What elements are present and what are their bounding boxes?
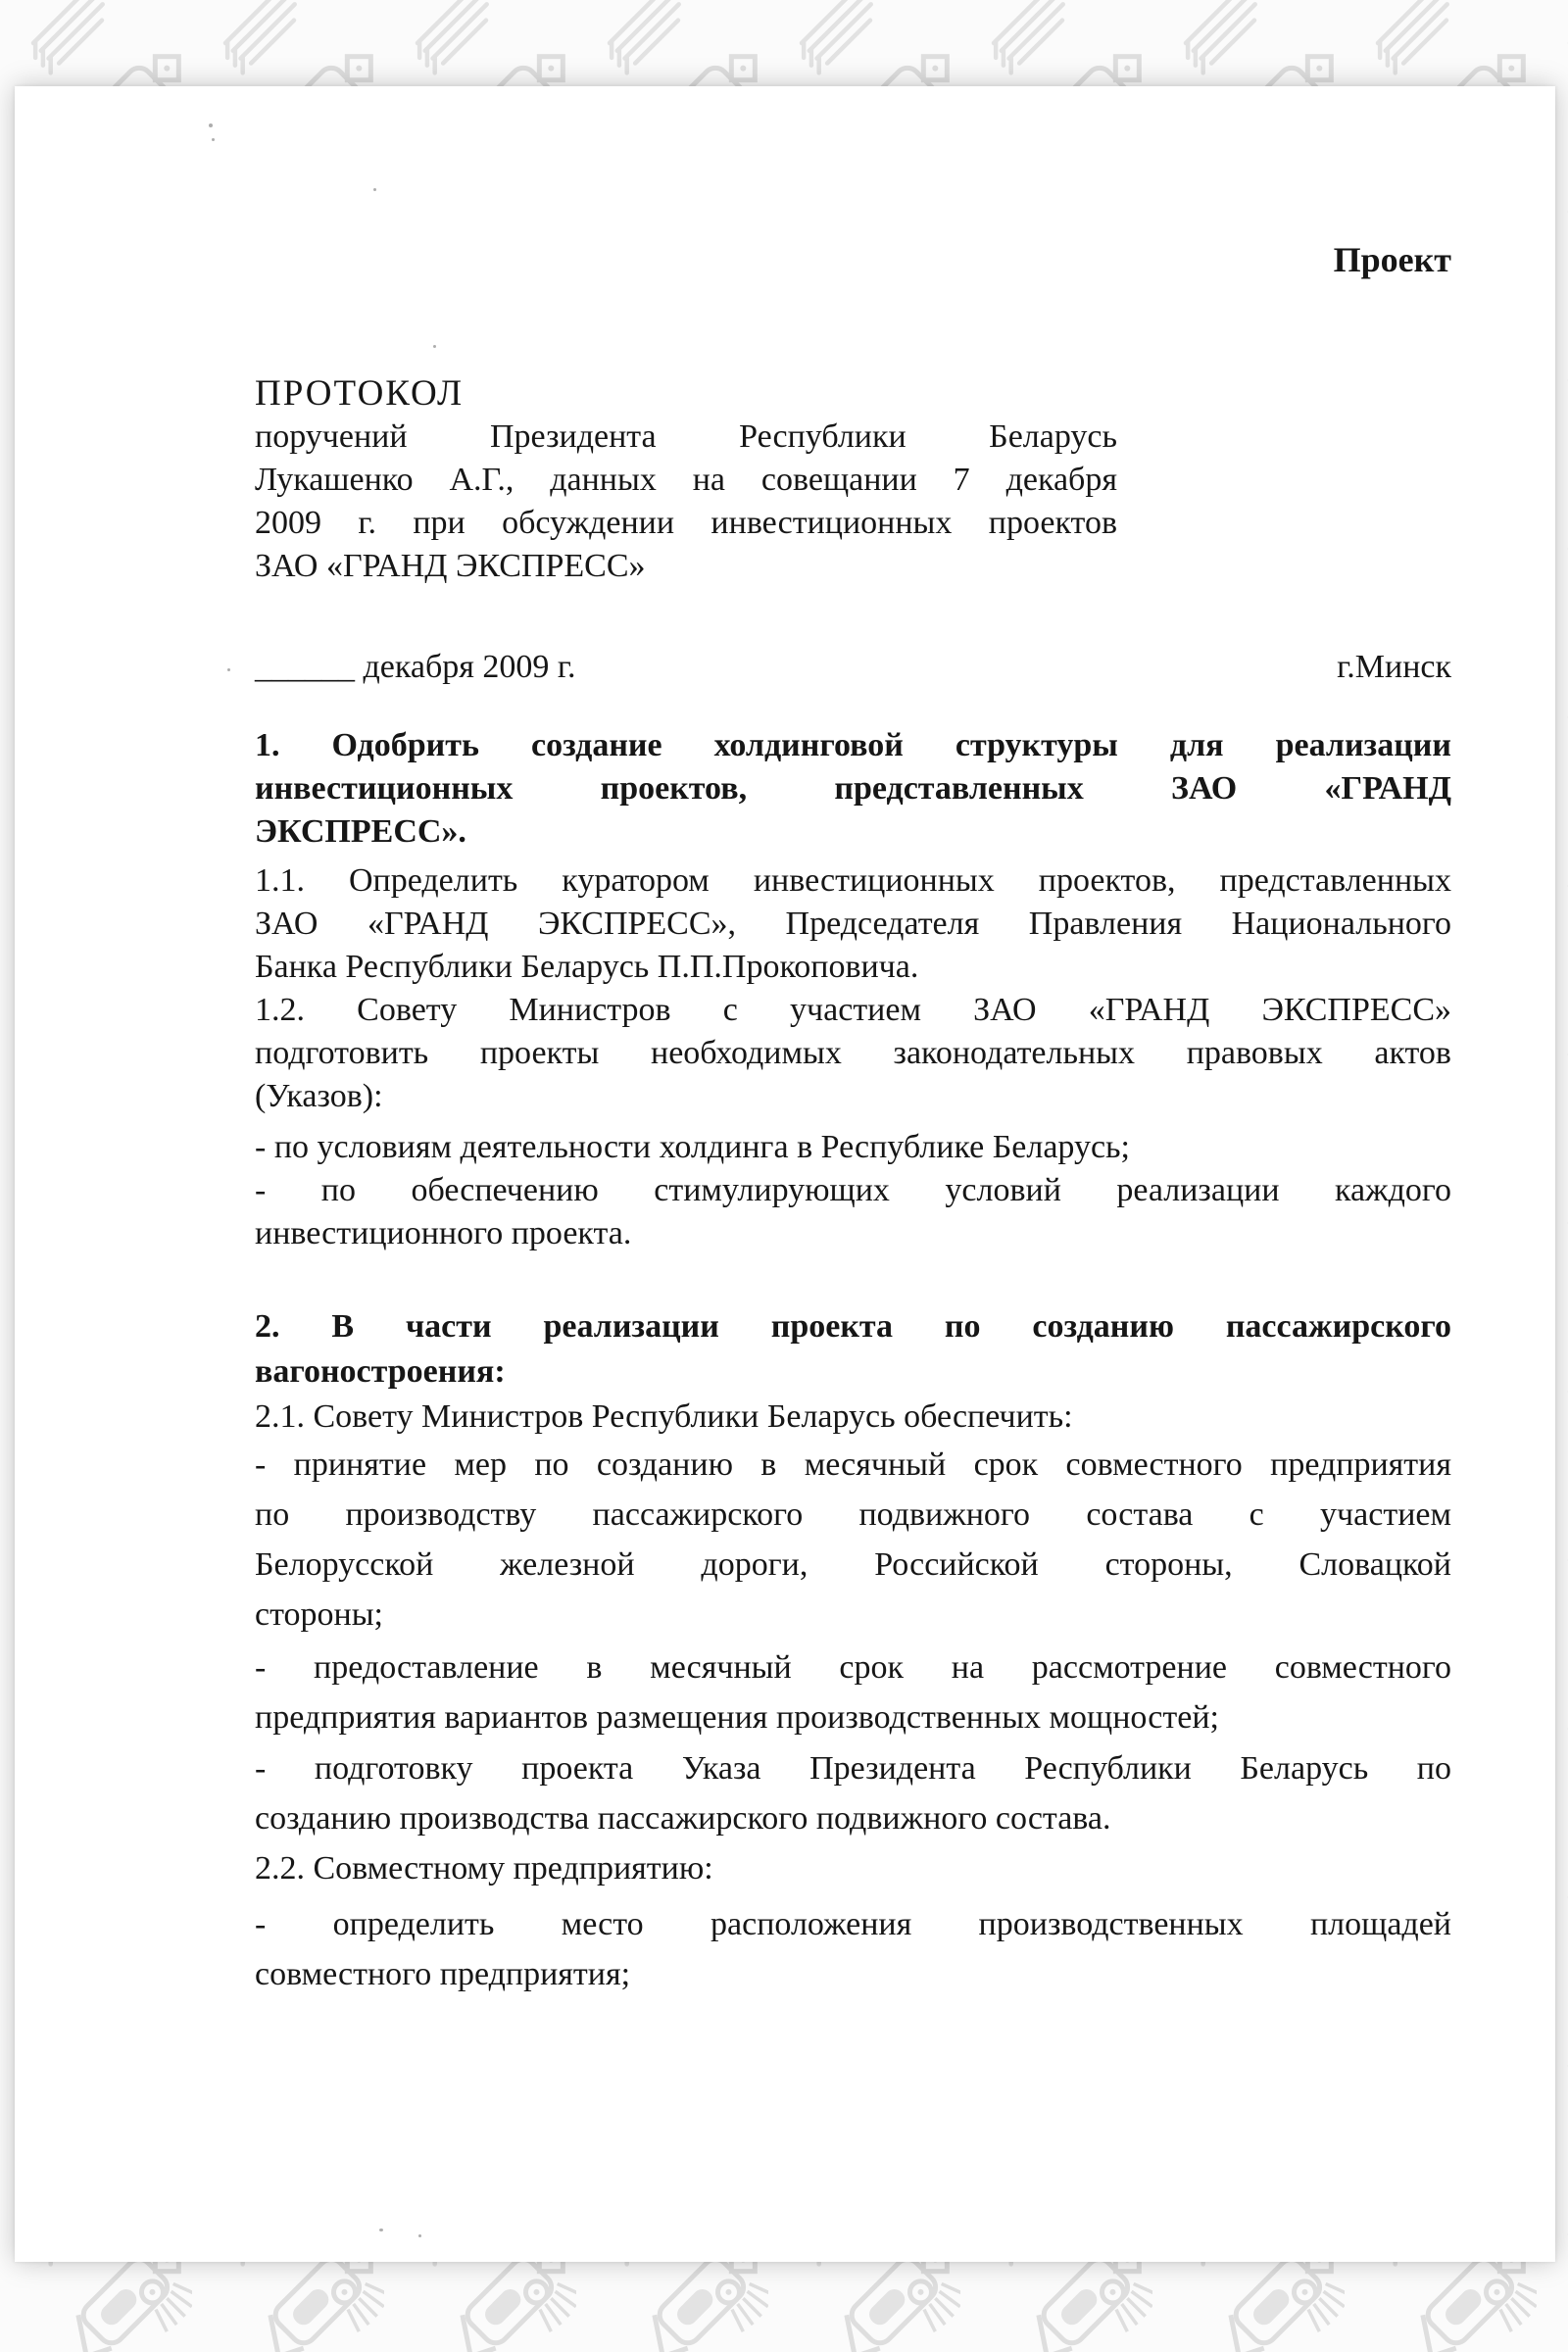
- document-page: [15, 86, 1555, 2262]
- document-content: [255, 86, 1451, 1999]
- scan-speck: [379, 2229, 383, 2231]
- text-line: поручений Президента Республики Беларусь: [255, 418, 1117, 455]
- text-line: - подготовку проекта Указа Президента Республики Беларусь по: [255, 1750, 1451, 1787]
- text-line: (Указов):: [255, 1078, 383, 1114]
- text-line: - по условиям деятельности холдинга в Республике Беларусь;: [255, 1129, 1130, 1165]
- section-2-heading: [255, 1304, 1451, 1395]
- date-blank-underline: ______: [255, 649, 355, 685]
- bullet-holding-terms: [255, 1126, 1451, 1169]
- text-line: ЭКСПРЕСС».: [255, 813, 466, 850]
- text-line: стороны;: [255, 1596, 383, 1633]
- text-line: инвестиционных проектов, представленных ЗАО «ГРАНД: [255, 770, 1451, 807]
- text-line: 2.1. Совету Министров Республики Беларусь обеспечить:: [255, 1398, 1073, 1435]
- text-line: 1.2. Совету Министров с участием ЗАО «ГРАНД ЭКСПРЕСС»: [255, 992, 1451, 1028]
- bullet-joint-venture: [255, 1440, 1451, 1640]
- text-line: - принятие мер по созданию в месячный срок совместного предприятия: [255, 1446, 1451, 1483]
- scan-speck: [227, 668, 230, 671]
- text-line: созданию производства пассажирского подвижного состава.: [255, 1800, 1111, 1837]
- text-line: ЗАО «ГРАНД ЭКСПРЕСС»: [255, 548, 646, 584]
- text-line: ЗАО «ГРАНД ЭКСПРЕСС», Председателя Правления Национального: [255, 906, 1451, 942]
- text-line: инвестиционного проекта.: [255, 1215, 632, 1251]
- text-line: Белорусской железной дороги, Российской стороны, Словацкой: [255, 1546, 1451, 1583]
- clause-1-2: [255, 989, 1451, 1118]
- text-line: - по обеспечению стимулирующих условий реализации каждого: [255, 1172, 1451, 1208]
- clause-2-2: [255, 1843, 1451, 1893]
- text-line: вагоностроения:: [255, 1353, 506, 1390]
- clause-1-1: [255, 859, 1451, 989]
- intro-lines: [255, 416, 1117, 588]
- scan-speck: [209, 123, 213, 127]
- text-line: 2.2. Совместному предприятию:: [255, 1850, 713, 1886]
- bullet-capacity-options: [255, 1642, 1451, 1742]
- text-line: подготовить проекты необходимых законодательных правовых актов: [255, 1035, 1451, 1071]
- text-line: 2009 г. при обсуждении инвестиционных проектов: [255, 505, 1117, 541]
- date-line: [255, 646, 576, 689]
- text-line: по производству пассажирского подвижного состава с участием: [255, 1496, 1451, 1533]
- scan-speck: [212, 138, 215, 141]
- section-1-heading: [255, 724, 1451, 854]
- place-text: г.Минск: [1337, 649, 1451, 685]
- text-line: 1.1. Определить куратором инвестиционных проектов, представленных: [255, 862, 1451, 899]
- text-line: Банка Республики Беларусь П.П.Прокоповича.: [255, 949, 919, 985]
- text-line: 1. Одобрить создание холдинговой структуры для реализации: [255, 727, 1451, 763]
- document-title: ПРОТОКОЛ: [255, 373, 465, 414]
- text-line: 2. В части реализации проекта по созданию пассажирского: [255, 1308, 1451, 1345]
- document-body: [255, 724, 1451, 1999]
- intro-paragraph: [255, 416, 1117, 588]
- classification-label: Проект: [1333, 240, 1451, 279]
- text-line: - предоставление в месячный срок на рассмотрение совместного: [255, 1649, 1451, 1686]
- text-line: совместного предприятия;: [255, 1956, 631, 1992]
- scan-speck: [418, 2234, 421, 2237]
- text-line: - определить место расположения производственных площадей: [255, 1906, 1451, 1942]
- dateline-row: [255, 646, 1451, 689]
- text-line: предприятия вариантов размещения производственных мощностей;: [255, 1699, 1219, 1736]
- date-text: декабря 2009 г.: [355, 649, 576, 685]
- bullet-stimulus-terms: [255, 1169, 1451, 1255]
- text-line: Лукашенко А.Г., данных на совещании 7 декабря: [255, 462, 1117, 498]
- bullet-decree-draft: [255, 1743, 1451, 1843]
- clause-2-1: [255, 1395, 1451, 1440]
- bullet-location: [255, 1899, 1451, 1999]
